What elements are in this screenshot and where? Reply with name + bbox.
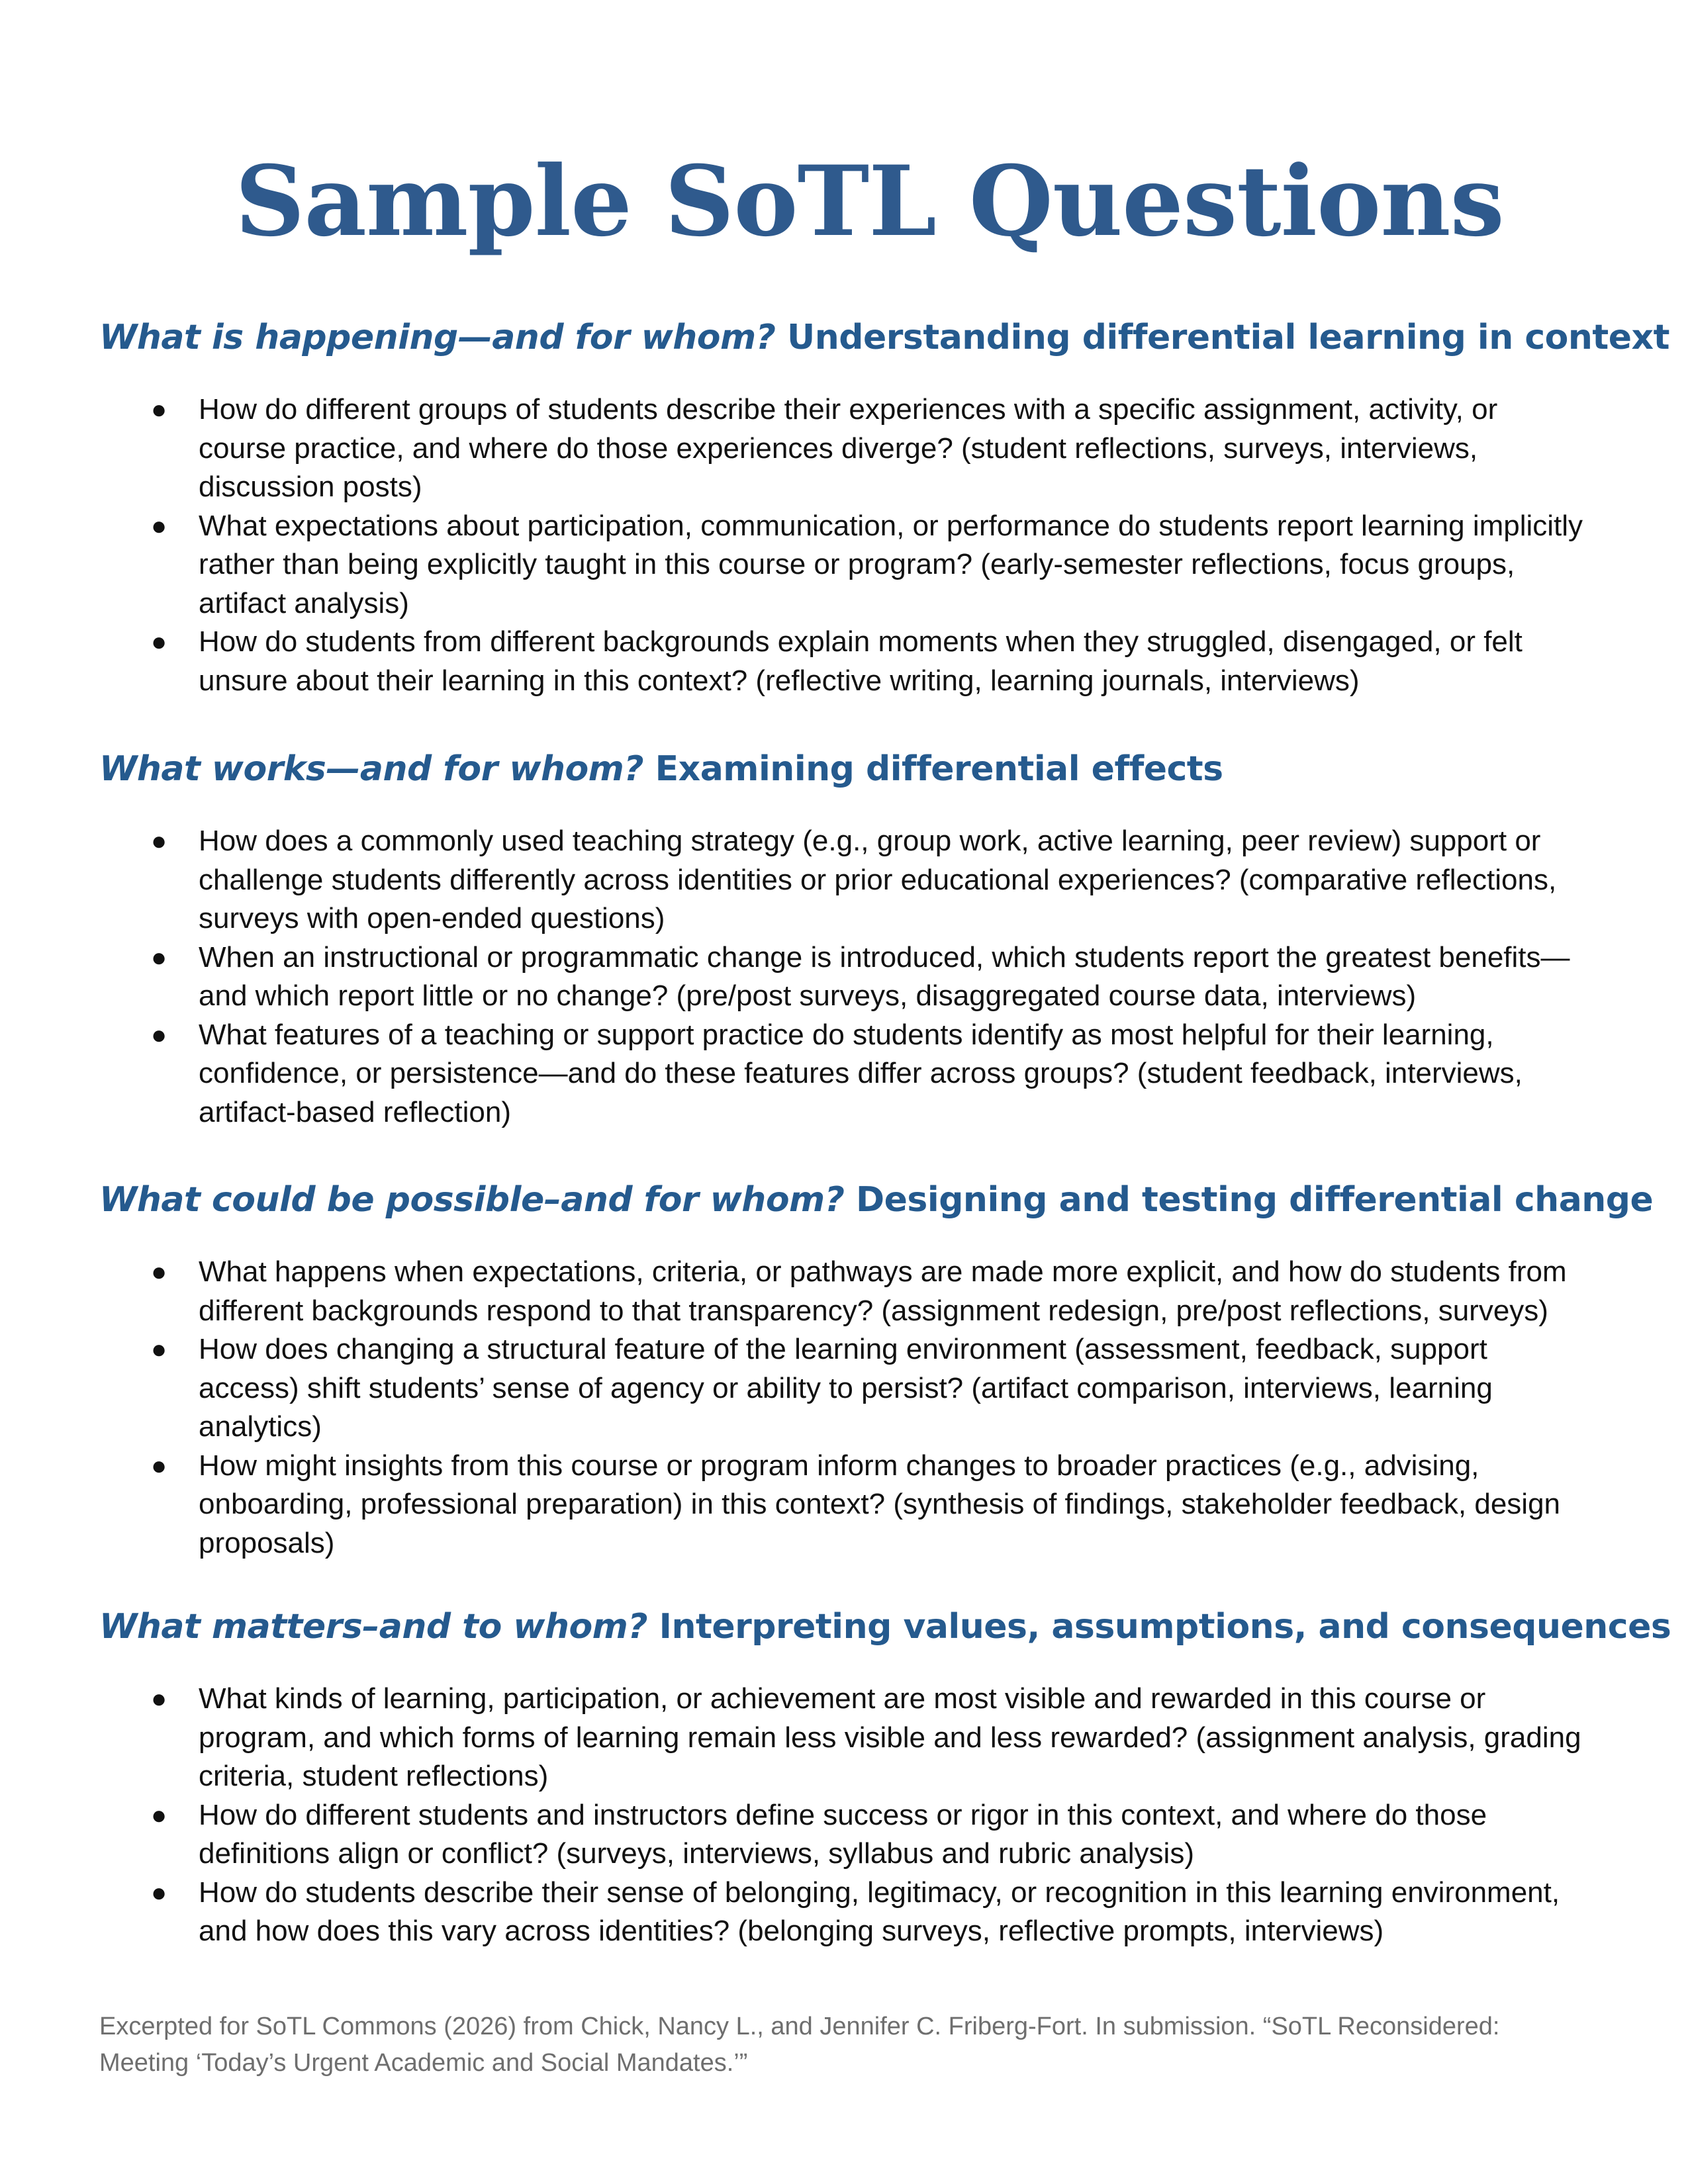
item-text: What happens when expectations, criteria, or pathways are made more explicit, and how do students from different backgrounds respond to that transparency? (assignment redesign, pre/post reflections, surveys) — [199, 1255, 1567, 1327]
list-item — [99, 1874, 1589, 1951]
section-topic: Understanding differential learning in context — [787, 318, 1669, 357]
item-text: When an instructional or programmatic change is introduced, which students report the greatest benefits—and which report little or no change? (pre/post surveys, disaggregated course data, interviews) — [199, 940, 1570, 1012]
item-text: How do different students and instructors define success or rigor in this context, and where do those definitions align or conflict? (surveys, interviews, syllabus and rubric analysis) — [199, 1798, 1487, 1870]
item-text: What expectations about participation, communication, or performance do students report learning implicitly rather than being explicitly taught in this course or program? (early-semester reflections, focus groups, artifact analysis) — [199, 509, 1583, 619]
bullet-icon: ● — [151, 511, 167, 541]
section-question: What matters–and to whom? — [99, 1607, 648, 1647]
bullet-icon: ● — [151, 1451, 167, 1480]
bullet-icon: ● — [151, 627, 167, 657]
section-question: What works—and for whom? — [99, 749, 644, 789]
section-topic: Interpreting values, assumptions, and consequences — [659, 1607, 1671, 1647]
list-item — [99, 623, 1589, 700]
item-text: How does changing a structural feature of the learning environment (assessment, feedback, support access) shift students’ sense of agency or ability to persist? (artifact comparison, interviews, learning analytics) — [199, 1333, 1493, 1443]
bullet-icon: ● — [151, 1800, 167, 1830]
section-matters — [99, 1600, 1671, 1951]
list-item — [99, 1447, 1589, 1563]
section-heading — [99, 311, 1669, 364]
list-item — [99, 1796, 1589, 1874]
bullet-icon: ● — [151, 1878, 167, 1907]
citation-footer: Excerpted for SoTL Commons (2026) from Chick, Nancy L., and Jennifer C. Friberg-Fort. In submission. “SoTL Reconsidered: Meeting ‘Today’s Urgent Academic and Social Mandates.’” — [99, 2013, 1500, 2077]
question-list — [99, 390, 1589, 700]
question-list — [99, 1253, 1589, 1563]
section-heading — [99, 743, 1589, 796]
bullet-icon: ● — [151, 1020, 167, 1050]
list-item — [99, 1330, 1589, 1447]
item-text: How might insights from this course or program inform changes to broader practices (e.g., advising, onboarding, professional preparation) in this context? (synthesis of findings, stakeholder feedback, design proposals) — [199, 1449, 1561, 1559]
bullet-icon: ● — [151, 1684, 167, 1713]
list-item — [99, 822, 1589, 938]
section-works — [99, 743, 1589, 1132]
section-question: What could be possible–and for whom? — [99, 1180, 845, 1220]
section-heading — [99, 1600, 1671, 1653]
list-item — [99, 390, 1589, 507]
list-item — [99, 1680, 1589, 1796]
section-topic: Examining differential effects — [655, 749, 1223, 789]
item-text: How do students from different backgrounds explain moments when they struggled, disengaged, or felt unsure about their learning in this context? (reflective writing, learning journals, interviews) — [199, 625, 1523, 697]
bullet-icon: ● — [151, 1257, 167, 1287]
section-question: What is happening—and for whom? — [99, 318, 776, 357]
list-item — [99, 1253, 1589, 1330]
list-item — [99, 507, 1589, 623]
item-text: How does a commonly used teaching strategy (e.g., group work, active learning, peer review) support or challenge students differently across identities or prior educational experiences? (comparative reflections, surveys with open-ended questions) — [199, 825, 1557, 934]
list-item — [99, 938, 1589, 1016]
section-heading — [99, 1173, 1654, 1226]
section-happening — [99, 311, 1669, 700]
bullet-icon: ● — [151, 827, 167, 856]
item-text: How do different groups of students describe their experiences with a specific assignment, activity, or course practice, and where do those experiences diverge? (student reflections, surveys, interviews, discussion posts) — [199, 393, 1498, 503]
section-possible — [99, 1173, 1654, 1563]
list-item — [99, 1016, 1589, 1132]
bullet-icon: ● — [151, 942, 167, 972]
item-text: What features of a teaching or support practice do students identify as most helpful for their learning, confidence, or persistence—and do these features differ across groups? (student feedback, interviews, artifact-based reflection) — [199, 1018, 1523, 1128]
bullet-icon: ● — [151, 1335, 167, 1364]
question-list — [99, 822, 1589, 1132]
item-text: How do students describe their sense of belonging, legitimacy, or recognition in this learning environment, and how does this vary across identities? (belonging surveys, reflective prompts, interviews) — [199, 1876, 1560, 1947]
page-title: Sample SoTL Questions — [235, 145, 1504, 258]
question-list — [99, 1680, 1589, 1951]
bullet-icon: ● — [151, 395, 167, 424]
item-text: What kinds of learning, participation, or achievement are most visible and rewarded in this course or program, and which forms of learning remain less visible and less rewarded? (assignment analysis, grading criteria, student reflections) — [199, 1682, 1581, 1792]
section-topic: Designing and testing differential change — [856, 1180, 1654, 1220]
